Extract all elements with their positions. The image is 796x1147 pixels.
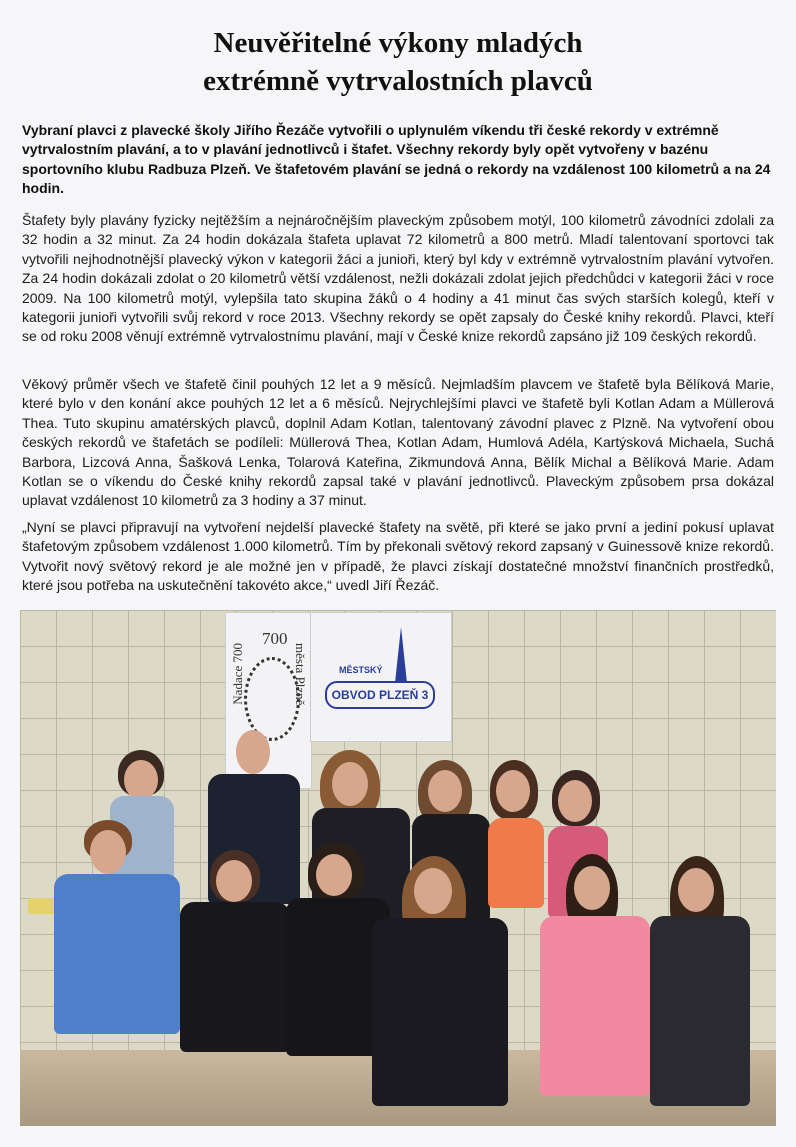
title-line-1: Neuvěřitelné výkony mladých [213, 27, 583, 59]
district-logo-main-text: OBVOD PLZEŇ 3 [325, 681, 435, 709]
district-logo-small-text: MĚSTSKÝ [339, 665, 383, 675]
church-spire-icon [395, 627, 407, 683]
banner-side-text-right: města Plzně [293, 643, 308, 706]
body-paragraph-1: Štafety byly plavány fyzicky nejtěžším a nejnáročnějším plaveckým způsobem motýl, 100 kilometrů závodníci zdolali za 32 hodin a 32 minut. Za 24 hodin dokázala štafeta uplavat 72 kilometrů a 800 metrů. Mladí talentovaní sportovci tak vytvořili nejhodnotnější plavecký výkon v kategorii žáci a junioři, který byl kdy v extrémně vytrvalostním plavání vytvořen. Za 24 hodin dokázali zdolat o 20 kilometrů větší vzdálenost, nežli dokázali zdolat jejich předchůdci v kategorii žáci v roce 2009. Na 100 kilometrů motýl, vylepšila tato skupina žáků o 4 hodiny a 41 minut čas svých starších kolegů, kteří v kategorii junioři vytvořili svůj rekord v roce 2013. Všechny rekordy se opět zapsaly do České knihy rekordů. Plavci, kteří se od roku 2008 věnují extrémně vytrvalostnímu plavání, mají v České knize rekordů zapsáno již 109 českých rekordů. [22, 212, 774, 345]
lead-paragraph: Vybraní plavci z plavecké školy Jiřího Řezáče vytvořili o uplynulém víkendu tři české rekordy v extrémně vytrvalostním plavání, a to v plavání jednotlivců i štafet. Všechny rekordy byly opět vytvořeny v bazénu sportovního klubu Radbuza Plzeň. Ve štafetovém plavání se jedná o rekordy na vzdálenost 100 kilometrů a na 24 hodin. [22, 122, 771, 197]
team-photo [20, 610, 776, 1126]
article-title [0, 24, 796, 100]
banner-number: 700 [262, 629, 288, 648]
title-line-2: extrémně vytrvalostních plavců [203, 65, 593, 97]
banner-side-text-left: Nadace 700 [230, 643, 245, 705]
body-paragraph-2: Věkový průměr všech ve štafetě činil pouhých 12 let a 9 měsíců. Nejmladším plavcem ve štafetě byla Bělíková Marie, které bylo v den konání akce pouhých 12 let a 6 měsíců. Nejrychlejšími plavci ve štafetě byli Kotlan Adam a Müllerová Thea. Tuto skupinu amatérských plavců, doplnil Adam Kotlan, talentovaný závodní plavec z Plzně. Na vytvoření obou českých rekordů ve štafetách se podíleli: Müllerová Thea, Kotlan Adam, Humlová Adéla, Kartýsková Michaela, Suchá Barbora, Lizcová Anna, Šašková Lenka, Tolarová Kateřina, Zikmundová Anna, Bělík Michal a Bělíková Marie. Adam Kotlan se o víkendu do České knihy rekordů zapsal také v plavání jednotlivců. Plaveckým způsobem prsa dokázal uplavat vzdálenost 10 kilometrů za 3 hodiny a 37 minut. [22, 376, 774, 509]
district-banner [310, 612, 452, 742]
body-paragraph-3: „Nyní se plavci připravují na vytvoření nejdelší plavecké štafety na světě, při které se jako první a jediní pokusí uplavat štafetovým způsobem vzdálenost 1.000 kilometrů. Tím by překonali světový rekord zapsaný v Guinessově knize rekordů. Vytvořit nový světový rekord je ale možné jen v případě, že plavci získají dostatečné množství finančních prostředků, které jsou potřeba na uskutečnění takovéto akce,“ uvedl Jiří Řezáč. [22, 519, 774, 594]
